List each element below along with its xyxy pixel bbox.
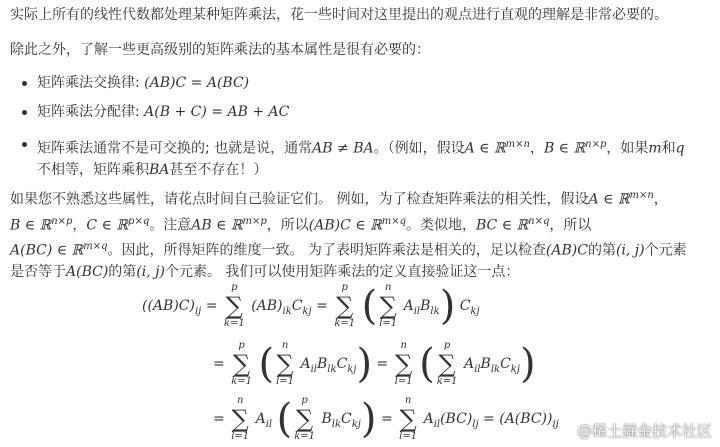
text: ， bbox=[72, 217, 87, 234]
eq-term: A bbox=[300, 356, 311, 372]
equation-row-1: $((AB)C)_{ij} = p$ ∑ k=1 $(AB)_{ik}C_{kj} = p$ ∑ k=1 ( n ∑ l=1 $A_{il}B_{lk}$) $C_{kj}$ bbox=[142, 282, 480, 329]
eq-sub: kj bbox=[302, 305, 312, 317]
formula: (i, j) bbox=[136, 263, 165, 280]
formula: (AB)C ∈ ℝ bbox=[308, 217, 382, 234]
formula: (i, j) bbox=[615, 242, 645, 259]
eq-sub: lk bbox=[327, 363, 337, 375]
formula: BC ∈ ℝ bbox=[476, 217, 529, 234]
text: ，所以 bbox=[266, 217, 309, 234]
sum-lower: l=1 bbox=[231, 431, 250, 442]
sum-lower: l=1 bbox=[276, 376, 295, 387]
eq-term: C bbox=[500, 356, 511, 372]
sum-upper: p bbox=[238, 340, 245, 351]
text: 。注意 bbox=[149, 217, 192, 234]
sum-upper: n bbox=[281, 340, 289, 351]
text: 个元素。 我们可以使用矩阵乘法的定义直接验证这一点： bbox=[164, 263, 520, 280]
paragraph-properties-intro: 除此之外，了解一些更高级别的矩阵乘法的基本属性是很有必要的： bbox=[10, 42, 430, 58]
eq-sub: ij bbox=[194, 305, 202, 317]
sum-upper: n bbox=[404, 395, 412, 406]
eq-sub: il bbox=[474, 363, 481, 375]
eq-sign: = bbox=[380, 411, 393, 427]
text: 的第 bbox=[587, 242, 616, 259]
eq-sign: = bbox=[376, 356, 389, 372]
equation-row-3: = n ∑ l=1 $A_{il}$ ( p ∑ k=1 $B_{lk}C_{kj}) = n$ ∑ l=1 $A_{il}(BC)_{lj} = (A(BC))_{ij}$ bbox=[213, 395, 559, 442]
bullet-dot bbox=[22, 81, 27, 86]
summation: p ∑ k=1 bbox=[436, 340, 458, 387]
list-item-label: 矩阵乘法分配律: bbox=[37, 104, 145, 120]
formula: A ∈ ℝ bbox=[464, 140, 506, 157]
text: 如果您不熟悉这些属性，请花点时间自己验证它们。 例如，为了检查矩阵乘法的相关性，假设 bbox=[10, 191, 589, 208]
eq-sub: kj bbox=[347, 363, 357, 375]
summation: n ∑ l=1 bbox=[379, 282, 398, 329]
summation: n ∑ l=1 bbox=[399, 395, 418, 442]
sum-lower: l=1 bbox=[394, 376, 413, 387]
eq-term: (A(BC)) bbox=[499, 411, 553, 427]
eq-sub: kj bbox=[510, 363, 520, 375]
formula-sup: m×p bbox=[242, 215, 267, 227]
formula-sup: n×q bbox=[528, 215, 550, 227]
summation: p ∑ k=1 bbox=[223, 282, 245, 329]
eq-sub: kj bbox=[470, 305, 480, 317]
eq-sub: ik bbox=[282, 305, 292, 317]
eq-sub: il bbox=[433, 418, 441, 430]
list-item-commutativity bbox=[37, 134, 708, 181]
eq-lhs: ((AB)C) bbox=[142, 298, 195, 314]
text: 不相等，矩阵乘积 bbox=[37, 161, 149, 178]
text: ，所以 bbox=[549, 217, 592, 234]
formula: A(BC) bbox=[66, 263, 109, 280]
list-item-distributivity bbox=[37, 102, 708, 123]
eq-sub: il bbox=[413, 305, 421, 317]
summation: p ∑ k=1 bbox=[334, 282, 356, 329]
formula-sup: n×p bbox=[51, 215, 73, 227]
formula: (AB)C = A(BC) bbox=[144, 75, 250, 91]
eq-sign: = bbox=[213, 411, 225, 427]
list-item-label: 矩阵乘法通常不是可交换的; 也就是说，通常 bbox=[37, 140, 313, 157]
eq-sub: lk bbox=[430, 305, 440, 317]
text: 。类似地， bbox=[406, 217, 476, 234]
text: 。因此，所得矩阵的维度一致。 为了表明矩阵乘法是相关的，足以检查 bbox=[107, 242, 546, 259]
sum-lower: k=1 bbox=[231, 376, 252, 387]
text: ， bbox=[529, 140, 544, 157]
eq-term: (AB) bbox=[251, 298, 283, 314]
sum-lower: l=1 bbox=[379, 318, 398, 329]
list-item-associativity bbox=[37, 73, 708, 94]
text: ， bbox=[653, 191, 668, 208]
eq-term: A bbox=[463, 356, 475, 372]
watermark: @稀土掘金技术社区 bbox=[576, 422, 712, 440]
summation: n ∑ l=1 bbox=[394, 340, 413, 387]
formula: A(BC) ∈ ℝ bbox=[10, 242, 84, 259]
text: ，如果 bbox=[606, 140, 649, 157]
sum-upper: p bbox=[301, 395, 308, 406]
eq-term: (BC) bbox=[440, 411, 473, 427]
eq-sign: = bbox=[316, 298, 328, 314]
formula-sup: m×n bbox=[505, 139, 530, 150]
formula: (AB)C bbox=[545, 242, 588, 259]
eq-term: A bbox=[403, 298, 414, 314]
summation: n ∑ l=1 bbox=[276, 340, 295, 387]
formula: m bbox=[648, 140, 662, 157]
sum-lower: k=1 bbox=[294, 431, 315, 442]
sum-upper: p bbox=[443, 340, 451, 351]
formula: A(B + C) = AB + AC bbox=[144, 104, 290, 120]
eq-sign: = bbox=[205, 298, 218, 314]
sum-upper: n bbox=[400, 340, 407, 351]
eq-term: B bbox=[321, 411, 332, 427]
formula: AB ∈ ℝ bbox=[191, 217, 243, 234]
summation: n ∑ l=1 bbox=[231, 395, 250, 442]
bullet-dot bbox=[22, 142, 27, 147]
sum-lower: k=1 bbox=[223, 318, 245, 329]
eq-term: C bbox=[291, 298, 303, 314]
sum-lower: k=1 bbox=[334, 318, 356, 329]
eq-sub: lj bbox=[472, 418, 479, 430]
summation: p ∑ k=1 bbox=[294, 395, 315, 442]
eq-term: B bbox=[420, 298, 431, 314]
sum-lower: k=1 bbox=[436, 376, 458, 387]
formula: q bbox=[675, 140, 685, 157]
text: 的第 bbox=[108, 263, 137, 280]
formula-sup: m×q bbox=[83, 241, 108, 253]
formula: B ∈ ℝ bbox=[543, 140, 586, 157]
summation: p ∑ k=1 bbox=[231, 340, 252, 387]
eq-term: A bbox=[423, 411, 434, 427]
eq-sub: kj bbox=[351, 418, 361, 430]
text: 甚至不存在！） bbox=[169, 161, 268, 178]
eq-term: C bbox=[336, 356, 348, 372]
eq-sub: il bbox=[265, 418, 273, 430]
text: 和 bbox=[661, 140, 676, 157]
formula: A ∈ ℝ bbox=[588, 191, 630, 208]
eq-term: A bbox=[255, 411, 266, 427]
eq-sub: ij bbox=[552, 418, 559, 430]
eq-term: C bbox=[459, 298, 471, 314]
paragraph-verification bbox=[10, 185, 710, 283]
eq-term: B bbox=[480, 356, 491, 372]
sum-upper: n bbox=[384, 282, 392, 293]
paragraph-intro: 实际上所有的线性代数都处理某种矩阵乘法，花一些时间对这里提出的观点进行直观的理解是非常必要的。 bbox=[10, 7, 668, 23]
list-item-label: 矩阵乘法交换律: bbox=[37, 75, 145, 91]
formula-sup: m×q bbox=[381, 215, 406, 227]
formula-sup: m×n bbox=[629, 190, 654, 201]
sum-upper: n bbox=[236, 395, 244, 406]
sum-lower: l=1 bbox=[399, 431, 418, 442]
formula: BA bbox=[149, 161, 170, 178]
text: 是否等于 bbox=[10, 263, 66, 280]
sum-upper: p bbox=[341, 282, 348, 293]
equation-row-2: = p ∑ k=1 ( n ∑ l=1 $A_{il}B_{lk}C_{kj}) = n$ ∑ l=1 ( p ∑ k=1 $A_{il}B_{lk}C_{kj}$) bbox=[213, 340, 536, 387]
eq-sub: lk bbox=[331, 418, 342, 430]
sum-upper: p bbox=[231, 282, 238, 293]
eq-sign: = bbox=[213, 356, 225, 372]
eq-sub: lk bbox=[490, 363, 501, 375]
eq-sub: il bbox=[310, 363, 317, 375]
eq-term: B bbox=[317, 356, 328, 372]
formula: AB ≠ BA bbox=[312, 140, 374, 157]
formula: C ∈ ℝ bbox=[86, 217, 129, 234]
eq-term: C bbox=[341, 411, 352, 427]
bullet-dot bbox=[22, 110, 27, 115]
formula-sup: p×q bbox=[128, 215, 150, 227]
eq-sign: = bbox=[483, 411, 495, 427]
text: 个元素 bbox=[644, 242, 687, 259]
text: 。（例如，假设 bbox=[373, 140, 465, 157]
formula-sup: n×p bbox=[585, 139, 607, 150]
formula: B ∈ ℝ bbox=[10, 217, 52, 234]
